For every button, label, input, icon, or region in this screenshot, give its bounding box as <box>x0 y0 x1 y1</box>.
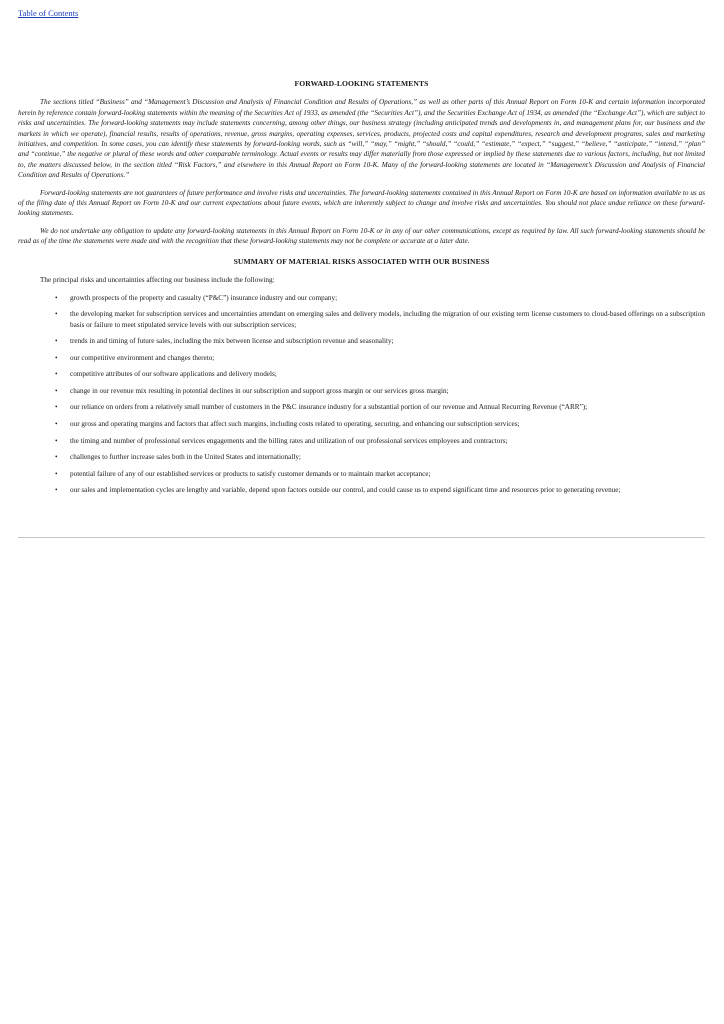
risks-intro-text: The principal risks and uncertainties affecting our business include the following: <box>40 276 275 285</box>
forward-looking-paragraph: We do not undertake any obligation to update any forward-looking statements in this Annual Report on Form 10-K or in any of our other communications, except as required by law. All such forward-looking statements should be read as of the time the statements were made and with the recognition that these forward-looking statements may not be complete or accurate at a later date. <box>18 226 705 246</box>
bullet-icon: • <box>55 486 58 495</box>
risks-list <box>18 293 705 496</box>
bullet-icon: • <box>55 293 58 302</box>
risk-item-text: competitive attributes of our software applications and delivery models; <box>70 370 277 379</box>
bullet-icon: • <box>55 310 58 319</box>
list-item <box>18 353 705 363</box>
bullet-icon: • <box>55 353 58 362</box>
bullet-icon: • <box>55 370 58 379</box>
bullet-icon: • <box>55 386 58 395</box>
material-risks-heading: SUMMARY OF MATERIAL RISKS ASSOCIATED WITH OUR BUSINESS <box>233 256 490 266</box>
risk-item-text: the timing and number of professional services engagements and the billing rates and utilization of our professional services employees and contractors; <box>70 436 508 445</box>
document-body <box>18 79 705 502</box>
risk-item-text: our competitive environment and changes thereto; <box>70 353 215 362</box>
bullet-icon: • <box>55 403 58 412</box>
forward-looking-paragraph: Forward-looking statements are not guarantees of future performance and involve risks and uncertainties. The forward-looking statements contained in this Annual Report on Form 10-K are based on information available to us as of the filing date of this Annual Report on Form 10-K and our current expectations about future events, which are inherently subject to change and involve risks and uncertainties. You should not place undue reliance on these forward-looking statements. <box>18 188 705 218</box>
risk-item-text: trends in and timing of future sales, including the mix between license and subscription revenue and seasonality; <box>70 337 394 346</box>
risk-item-text: our gross and operating margins and factors that affect such margins, including costs related to operating, securing, and enhancing our subscription services; <box>70 420 520 429</box>
table-of-contents-link[interactable]: Table of Contents <box>18 8 79 18</box>
bullet-icon: • <box>55 337 58 346</box>
page-divider <box>18 537 705 538</box>
list-item <box>18 336 705 346</box>
risk-item-text: challenges to further increase sales both in the United States and internationally; <box>70 453 301 462</box>
risk-item-text: our reliance on orders from a relatively small number of customers in the P&C insurance industry for a substantial portion of our revenue and Annual Recurring Revenue (“ARR”); <box>70 403 588 412</box>
list-item <box>18 293 705 303</box>
risk-item-text: potential failure of any of our established services or products to satisfy customer demands or to maintain market acceptance; <box>70 469 431 478</box>
list-item <box>18 419 705 429</box>
bullet-icon: • <box>55 453 58 462</box>
list-item <box>18 309 705 330</box>
list-item <box>18 369 705 379</box>
risk-item-text: the developing market for subscription services and uncertainties attendant on emerging sales and delivery models, including the migration of our existing term license customers to cloud-based offerings on a subscription basis or failure to meet stipulated service levels with our subscription services; <box>70 310 705 329</box>
bullet-icon: • <box>55 420 58 429</box>
list-item <box>18 402 705 412</box>
bullet-icon: • <box>55 436 58 445</box>
list-item <box>18 452 705 462</box>
list-item <box>18 485 705 495</box>
bullet-icon: • <box>55 469 58 478</box>
list-item <box>18 436 705 446</box>
forward-looking-heading: FORWARD-LOOKING STATEMENTS <box>294 79 429 88</box>
risk-item-text: change in our revenue mix resulting in potential declines in our subscription and support gross margin or our services gross margin; <box>70 386 449 395</box>
forward-looking-paragraph: The sections titled “Business” and “Management’s Discussion and Analysis of Financial Condition and Results of Operations,” as well as other parts of this Annual Report on Form 10-K and certain information incorporated herein by reference contain forward-looking statements within the meaning of the Securities Act of 1933, as amended (the “Securities Act”), and the Securities Exchange Act of 1934, as amended (the “Exchange Act”), which are subject to risks and uncertainties. The forward-looking statements may include statements concerning, among other things, our business strategy (including anticipated trends and developments in, and management plans for, our business and the markets in which we operate), financial results, results of operations, revenue, gross margins, operating expenses, services, products, projected costs and capital expenditures, research and development programs, sales and marketing initiatives, and competition. In some cases, you can identify these statements by forward-looking words, such as “will,” “may,” “might,” “should,” “could,” “estimate,” “expect,” “suggest,” “believe,” “anticipate,” “intend,” “plan” and “continue,” the negative or plural of these words and other comparable terminology. Actual events or results may differ materially from those expressed or implied by these statements due to various factors, including, but not limited to, the matters discussed below, in the section titled “Risk Factors,” and elsewhere in this Annual Report on Form 10-K. Many of the forward-looking statements are located in “Management’s Discussion and Analysis of Financial Condition and Results of Operations.” <box>18 98 705 180</box>
list-item <box>18 469 705 479</box>
risk-item-text: our sales and implementation cycles are lengthy and variable, depend upon factors outside our control, and could cause us to expend significant time and resources prior to generating revenue; <box>70 486 621 495</box>
list-item <box>18 386 705 396</box>
risk-item-text: growth prospects of the property and casualty (“P&C”) insurance industry and our company; <box>70 293 338 302</box>
